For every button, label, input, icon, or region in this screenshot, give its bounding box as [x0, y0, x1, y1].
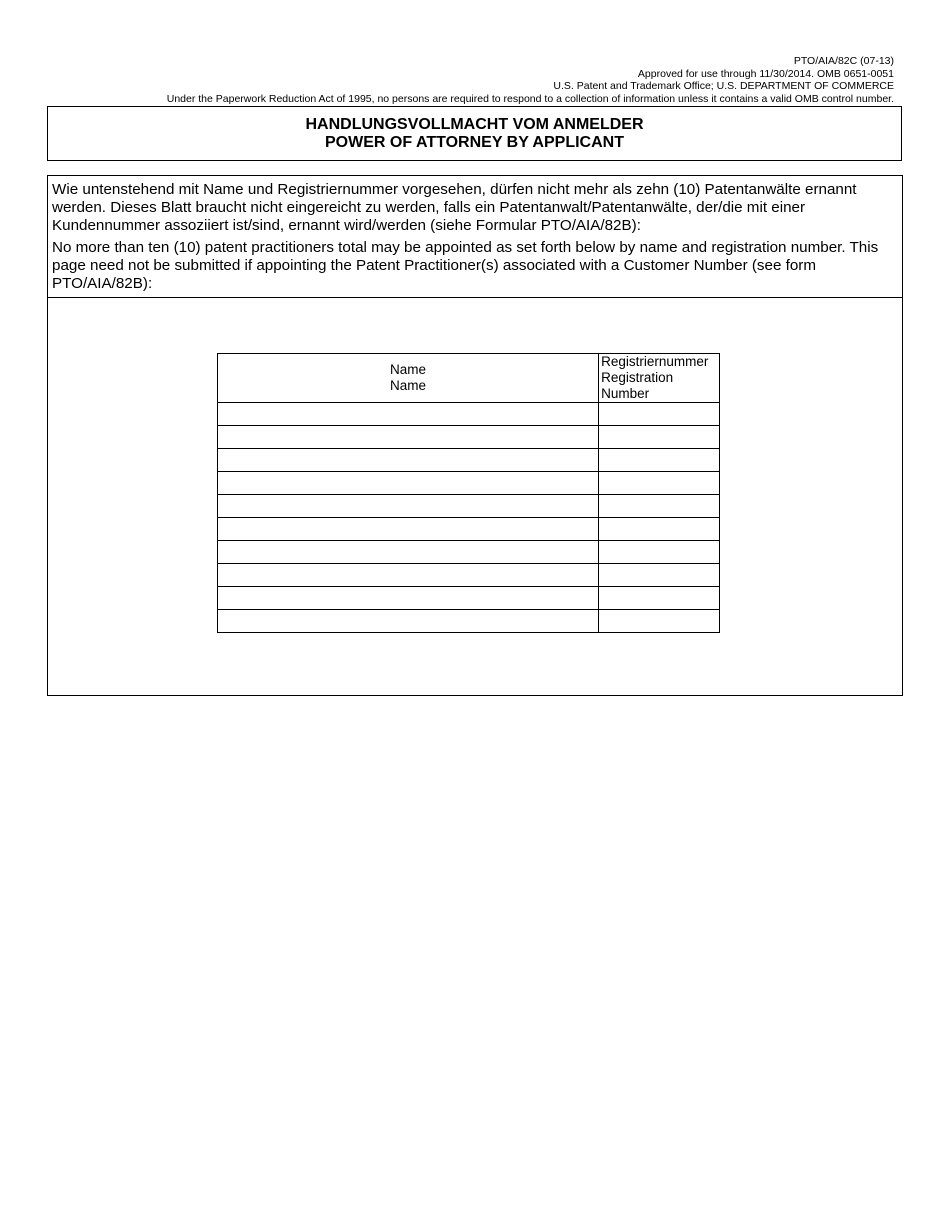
- name-header-german: Name: [390, 362, 427, 377]
- reg-header-english-1: Registration: [601, 370, 674, 385]
- practitioner-name-cell[interactable]: [218, 610, 599, 633]
- name-column-header: [218, 354, 599, 403]
- paperwork-notice: Under the Paperwork Reduction Act of 1995, no persons are required to respond to a collection of information unless it contains a valid OMB control number.: [166, 92, 894, 105]
- practitioner-name-cell[interactable]: [218, 426, 599, 449]
- form-id: PTO/AIA/82C (07-13): [793, 55, 894, 67]
- practitioner-name-cell[interactable]: [218, 564, 599, 587]
- table-row: [218, 564, 720, 587]
- table-row: [218, 610, 720, 633]
- registration-number-cell[interactable]: [599, 518, 720, 541]
- agency-line: U.S. Patent and Trademark Office; U.S. DEPARTMENT OF COMMERCE: [553, 80, 894, 92]
- practitioner-name-cell[interactable]: [218, 518, 599, 541]
- instructions-german: Wie untenstehend mit Name und Registriernummer vorgesehen, dürfen nicht mehr als zehn (10) Patentanwälte ernannt werden. Dieses Blatt braucht nicht eingereicht zu werden, falls ein Patentanwalt/Patentanwälte, der/die mit einer Kundennummer assoziiert ist/sind, ernannt wird/werden (siehe Formular PTO/AIA/82B):: [52, 181, 857, 234]
- reg-header-english-2: Number: [601, 386, 650, 401]
- registration-number-cell[interactable]: [599, 610, 720, 633]
- practitioner-name-cell[interactable]: [218, 541, 599, 564]
- table-row: [218, 518, 720, 541]
- table-row: [218, 587, 720, 610]
- instructions: [48, 176, 902, 298]
- name-header-english: Name: [390, 378, 427, 393]
- registration-number-cell[interactable]: [599, 449, 720, 472]
- form-title-english: POWER OF ATTORNEY BY APPLICANT: [325, 134, 624, 151]
- table-row: [218, 426, 720, 449]
- table-row: [218, 449, 720, 472]
- form-header: [167, 55, 894, 105]
- reg-header-german: Registriernummer: [601, 354, 709, 369]
- table-row: [218, 403, 720, 426]
- table-row: [218, 541, 720, 564]
- practitioner-name-cell[interactable]: [218, 587, 599, 610]
- registration-number-cell[interactable]: [599, 495, 720, 518]
- practitioner-name-cell[interactable]: [218, 472, 599, 495]
- practitioner-section: [47, 175, 903, 696]
- practitioner-name-cell[interactable]: [218, 449, 599, 472]
- registration-number-cell[interactable]: [599, 541, 720, 564]
- registration-number-cell[interactable]: [599, 564, 720, 587]
- practitioner-name-cell[interactable]: [218, 495, 599, 518]
- table-row: [218, 495, 720, 518]
- form-title-box: [47, 106, 902, 161]
- registration-number-cell[interactable]: [599, 587, 720, 610]
- registration-column-header: [599, 354, 720, 403]
- table-header-row: [218, 354, 720, 403]
- registration-number-cell[interactable]: [599, 472, 720, 495]
- table-row: [218, 472, 720, 495]
- registration-number-cell[interactable]: [599, 426, 720, 449]
- practitioner-table: [217, 353, 720, 633]
- practitioner-name-cell[interactable]: [218, 403, 599, 426]
- instructions-english: No more than ten (10) patent practitioners total may be appointed as set forth below by name and registration number. This page need not be submitted if appointing the Patent Practitioner(s) associated with a Customer Number (see form PTO/AIA/82B):: [52, 239, 879, 292]
- registration-number-cell[interactable]: [599, 403, 720, 426]
- form-title-german: HANDLUNGSVOLLMACHT VOM ANMELDER: [305, 116, 644, 133]
- omb-approval: Approved for use through 11/30/2014. OMB 0651-0051: [637, 67, 894, 80]
